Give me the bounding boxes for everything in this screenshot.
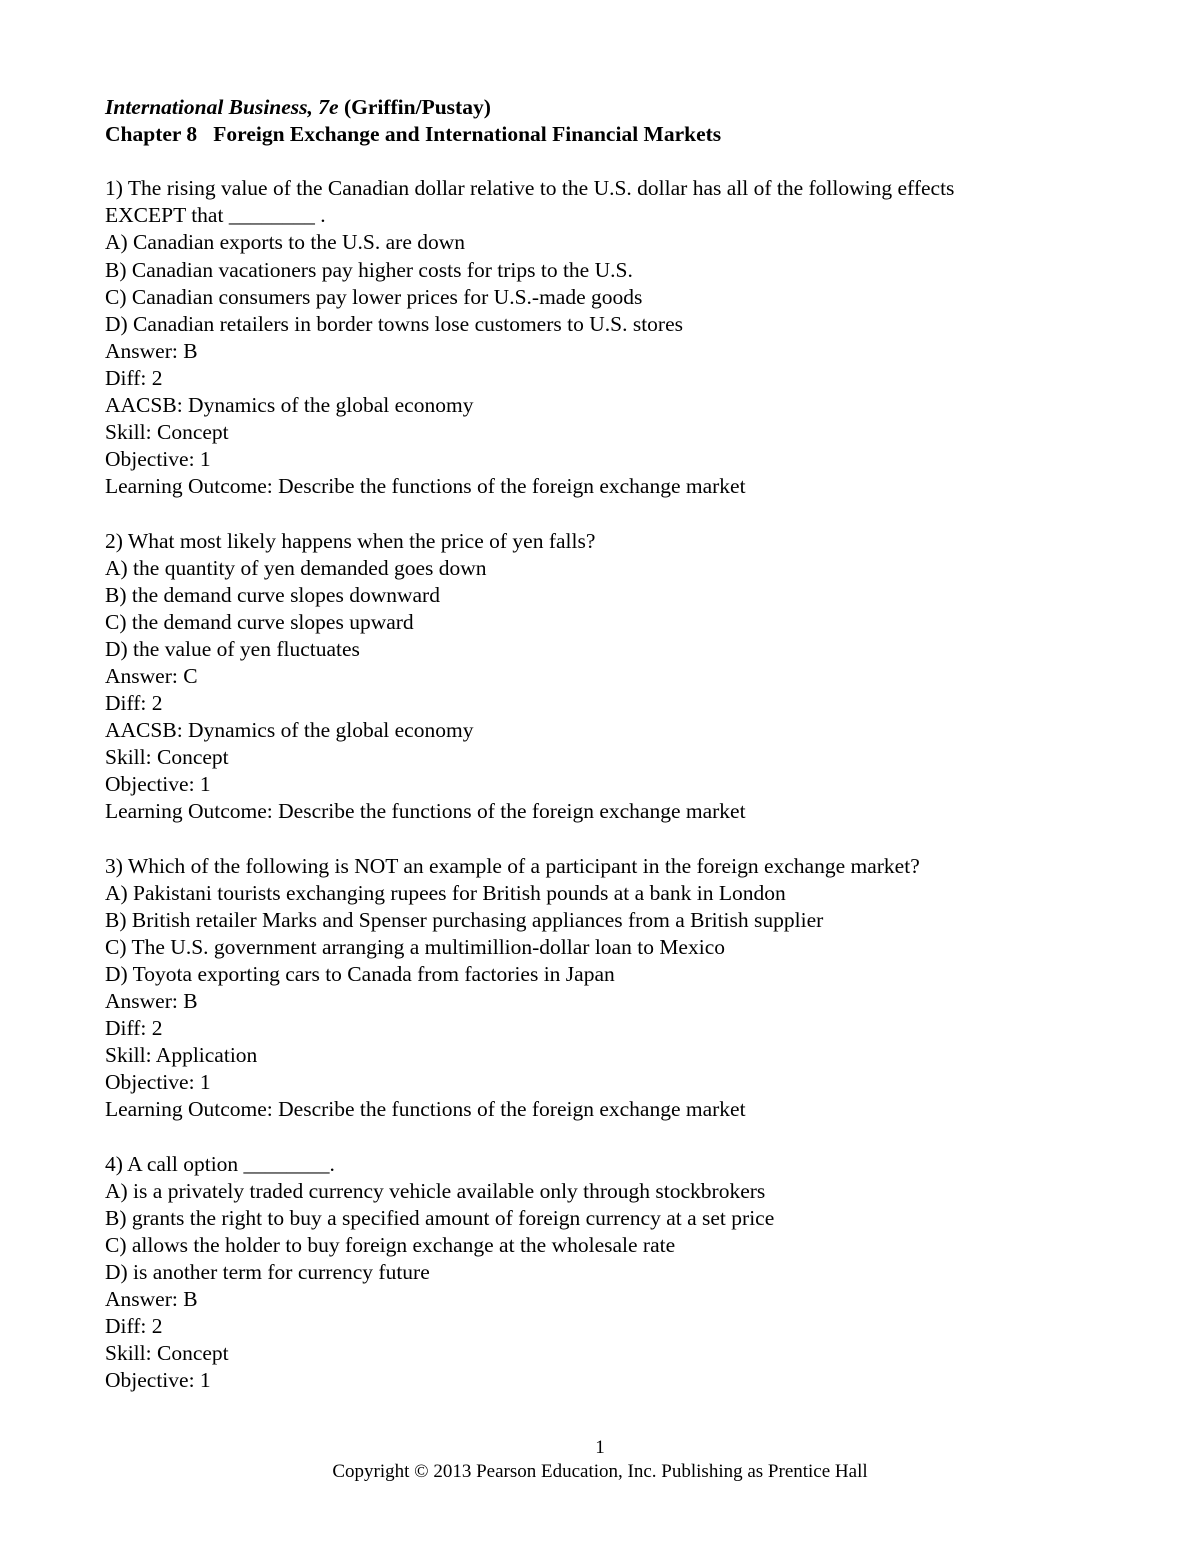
- question-stem: 2) What most likely happens when the price of yen falls?: [105, 528, 596, 553]
- question-meta: Diff: 2: [105, 1016, 163, 1041]
- question-meta: Objective: 1: [105, 1070, 211, 1095]
- question-meta: Diff: 2: [105, 1314, 163, 1339]
- question-list: [105, 175, 1105, 1394]
- answer-option: B) the demand curve slopes downward: [105, 582, 440, 607]
- question-meta: Learning Outcome: Describe the functions of the foreign exchange market: [105, 474, 746, 499]
- answer-option: C) allows the holder to buy foreign exchange at the wholesale rate: [105, 1232, 676, 1257]
- question-meta: Answer: B: [105, 1287, 198, 1312]
- answer-option: C) The U.S. government arranging a multimillion-dollar loan to Mexico: [105, 934, 725, 959]
- question-meta: Learning Outcome: Describe the functions of the foreign exchange market: [105, 1097, 746, 1122]
- question-stem: EXCEPT that ________ .: [105, 203, 326, 228]
- chapter-title: Chapter 8 Foreign Exchange and International Financial Markets: [105, 122, 722, 147]
- question-meta: AACSB: Dynamics of the global economy: [105, 718, 474, 743]
- answer-option: B) British retailer Marks and Spenser purchasing appliances from a British supplier: [105, 907, 824, 932]
- answer-option: C) the demand curve slopes upward: [105, 609, 414, 634]
- spacer: [105, 826, 1105, 853]
- question-meta: Diff: 2: [105, 365, 163, 390]
- question-meta: Skill: Concept: [105, 1341, 229, 1366]
- question-meta: Skill: Application: [105, 1043, 258, 1068]
- question-meta: AACSB: Dynamics of the global economy: [105, 393, 474, 418]
- answer-option: B) Canadian vacationers pay higher costs for trips to the U.S.: [105, 257, 633, 282]
- book-authors: (Griffin/Pustay): [338, 95, 491, 119]
- question-block: [105, 853, 1105, 1151]
- answer-option: B) grants the right to buy a specified amount of foreign currency at a set price: [105, 1205, 775, 1230]
- question-stem: 3) Which of the following is NOT an example of a participant in the foreign exchange market?: [105, 853, 920, 878]
- question-stem: 1) The rising value of the Canadian dollar relative to the U.S. dollar has all of the following effects: [105, 176, 955, 201]
- spacer: [105, 148, 1105, 175]
- question-meta: Learning Outcome: Describe the functions of the foreign exchange market: [105, 799, 746, 824]
- question-meta: Objective: 1: [105, 772, 211, 797]
- answer-option: D) is another term for currency future: [105, 1260, 430, 1285]
- question-meta: Answer: B: [105, 338, 198, 363]
- question-meta: Skill: Concept: [105, 745, 229, 770]
- question-meta: Objective: 1: [105, 447, 211, 472]
- question-meta: Objective: 1: [105, 1368, 211, 1393]
- answer-option: D) Canadian retailers in border towns lose customers to U.S. stores: [105, 311, 683, 336]
- answer-option: A) is a privately traded currency vehicle available only through stockbrokers: [105, 1178, 766, 1203]
- answer-option: A) Pakistani tourists exchanging rupees for British pounds at a bank in London: [105, 880, 786, 905]
- page-number: 1: [595, 1437, 605, 1458]
- page-content: [105, 94, 1105, 1395]
- answer-option: A) the quantity of yen demanded goes down: [105, 555, 487, 580]
- spacer: [105, 500, 1105, 527]
- question-stem: 4) A call option ________.: [105, 1151, 335, 1176]
- question-block: [105, 528, 1105, 853]
- question-meta: Skill: Concept: [105, 420, 229, 445]
- question-meta: Answer: B: [105, 989, 198, 1014]
- spacer: [105, 1124, 1105, 1151]
- question-block: [105, 1151, 1105, 1395]
- answer-option: A) Canadian exports to the U.S. are down: [105, 230, 466, 255]
- answer-option: D) Toyota exporting cars to Canada from factories in Japan: [105, 962, 615, 986]
- book-title: [105, 94, 1105, 121]
- question-block: [105, 175, 1105, 527]
- answer-option: D) the value of yen fluctuates: [105, 636, 360, 661]
- question-meta: Diff: 2: [105, 691, 163, 716]
- copyright-notice: Copyright © 2013 Pearson Education, Inc. Publishing as Prentice Hall: [332, 1461, 868, 1482]
- question-meta: Answer: C: [105, 663, 198, 688]
- book-title-italic: International Business, 7e: [105, 95, 339, 119]
- answer-option: C) Canadian consumers pay lower prices for U.S.-made goods: [105, 284, 643, 309]
